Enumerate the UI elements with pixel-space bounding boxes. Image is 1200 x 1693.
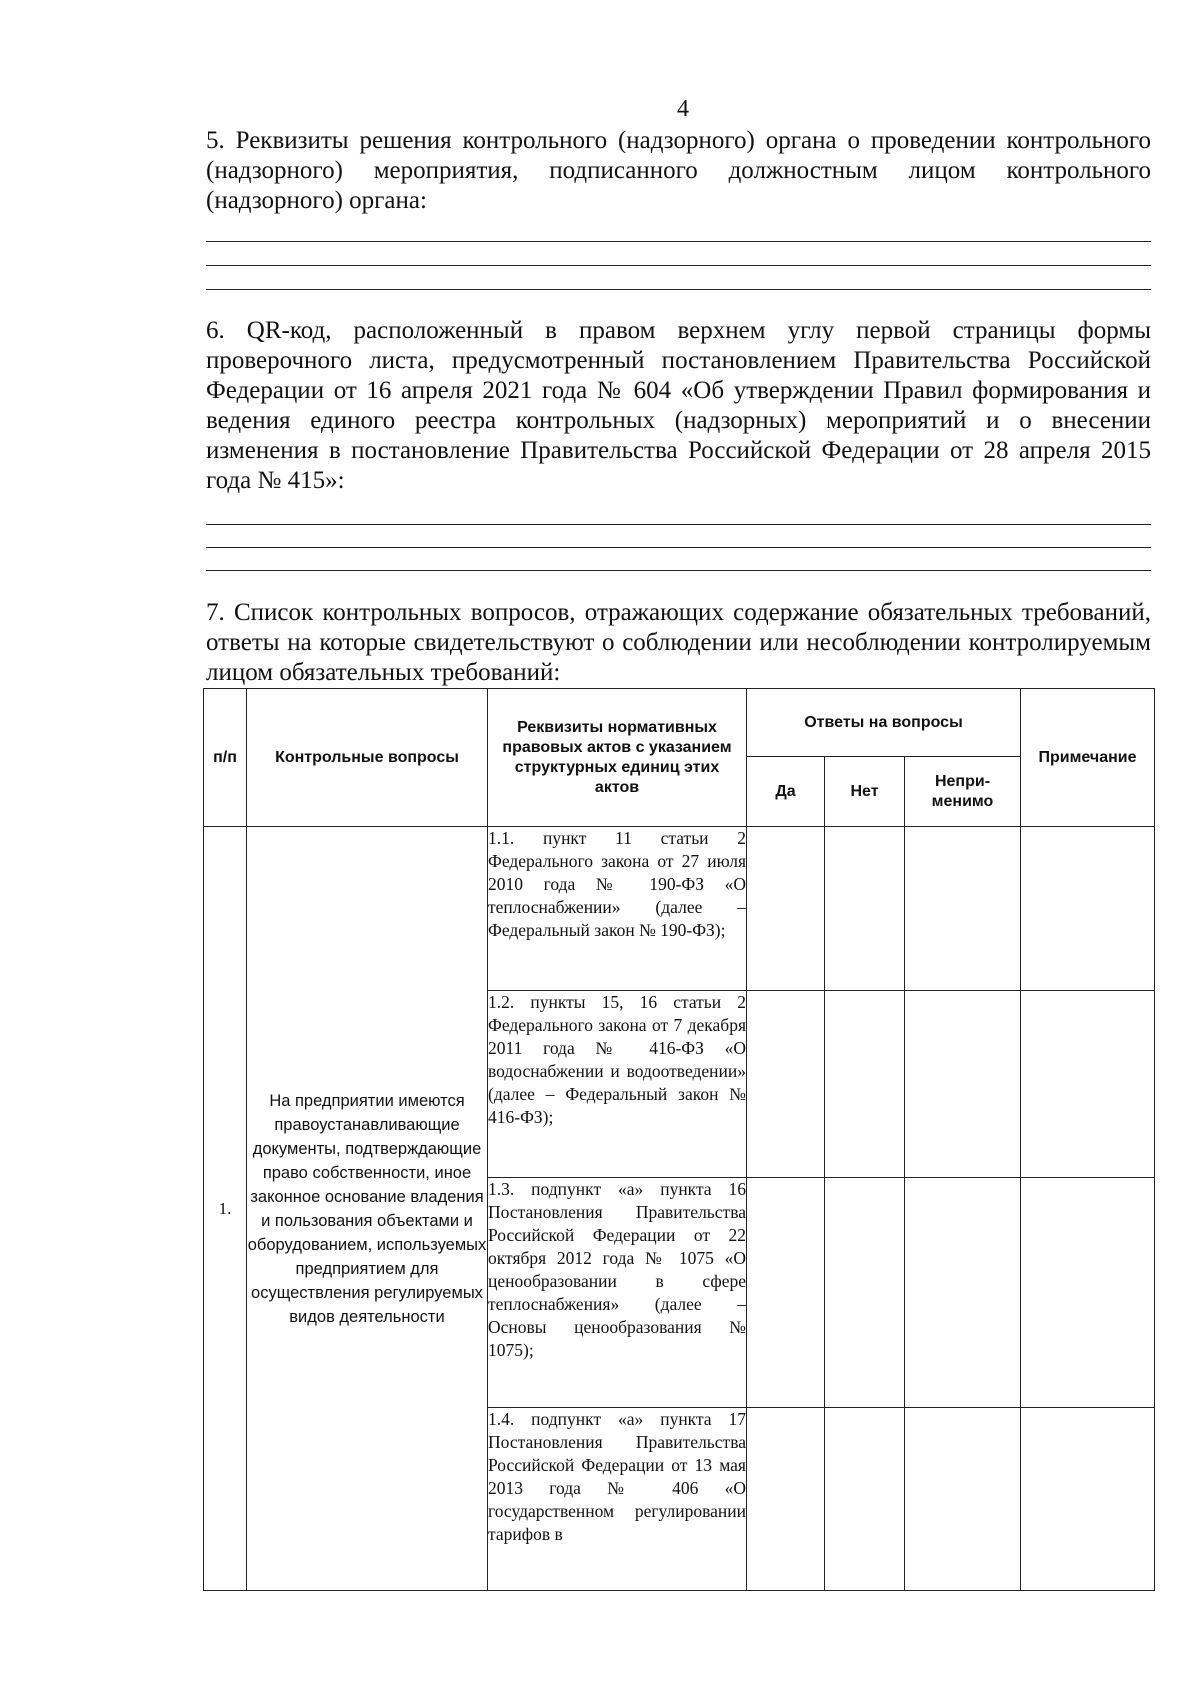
header-num: п/п (204, 689, 247, 827)
table-row (204, 827, 1155, 991)
header-acts: Реквизиты нормативных правовых актов с указанием структурных единиц этих актов (488, 689, 747, 827)
checklist-table (203, 688, 1155, 1591)
note-cell[interactable] (1021, 827, 1155, 991)
note-cell[interactable] (1021, 991, 1155, 1178)
answer-yes-cell[interactable] (747, 827, 825, 991)
row-act-1: 1.1. пункт 11 статьи 2 Федерального закона от 27 июля 2010 года № 190-ФЗ «О теплоснабжении» (далее – Федеральный закон № 190-ФЗ); (488, 827, 747, 991)
page-number: 4 (677, 96, 689, 122)
section-6-text: 6. QR-код, расположенный в правом верхнем углу первой страницы формы проверочного листа, предусмотренный постановлением Правительства Российской Федерации от 16 апреля 2021 года № 604 «Об утверждении Правил формирования и ведения единого реестра контрольных (надзорных) мероприятий и о внесении изменения в постановление Правительства Российской Федерации от 28 апреля 2015 года № 415»: (206, 317, 1151, 494)
answer-no-cell[interactable] (825, 827, 905, 991)
answer-no-cell[interactable] (825, 1178, 905, 1408)
answer-no-cell[interactable] (825, 1408, 905, 1591)
answer-yes-cell[interactable] (747, 1408, 825, 1591)
answer-not-applicable-cell[interactable] (905, 1408, 1021, 1591)
header-question: Контрольные вопросы (247, 689, 488, 827)
section-7-text: 7. Список контрольных вопросов, отражающих содержание обязательных требований, ответы на которые свидетельствуют о соблюдении или несоблюдении контролируемым лицом обязательных требований: (206, 599, 1151, 686)
note-cell[interactable] (1021, 1178, 1155, 1408)
answer-not-applicable-cell[interactable] (905, 827, 1021, 991)
answer-yes-cell[interactable] (747, 1178, 825, 1408)
header-no: Нет (825, 757, 905, 827)
note-cell[interactable] (1021, 1408, 1155, 1591)
answer-yes-cell[interactable] (747, 991, 825, 1178)
section-6-blank-line-2[interactable] (206, 547, 1151, 548)
section-5-blank-line-3[interactable] (206, 289, 1151, 290)
answer-no-cell[interactable] (825, 991, 905, 1178)
row-act-2: 1.2. пункты 15, 16 статьи 2 Федерального закона от 7 декабря 2011 года № 416-ФЗ «О водоснабжении и водоотведении» (далее – Федеральный закон № 416-ФЗ); (488, 991, 747, 1178)
section-5-blank-line-1[interactable] (206, 241, 1151, 242)
header-not-applicable: Непри-менимо (905, 757, 1021, 827)
section-5-blank-line-2[interactable] (206, 265, 1151, 266)
header-note: Примечание (1021, 689, 1155, 827)
row-number: 1. (204, 827, 247, 1591)
row-question: На предприятии имеются правоустанавливающие документы, подтверждающие право собственности, иное законное основание владения и пользования объектами и оборудованием, используемых предприятием для осуществления регулируемых видов деятельности (247, 827, 488, 1591)
section-5-text: 5. Реквизиты решения контрольного (надзорного) органа о проведении контрольного (надзорного) мероприятия, подписанного должностным лицом контрольного (надзорного) органа: (206, 127, 1151, 214)
header-yes: Да (747, 757, 825, 827)
section-6-blank-line-3[interactable] (206, 570, 1151, 571)
row-act-4: 1.4. подпункт «а» пункта 17 Постановления Правительства Российской Федерации от 13 мая 2013 года № 406 «О государственном регулировании тарифов в (488, 1408, 747, 1591)
row-act-3: 1.3. подпункт «а» пункта 16 Постановления Правительства Российской Федерации от 22 октября 2012 года № 1075 «О ценообразовании в сфере теплоснабжения» (далее – Основы ценообразования № 1075); (488, 1178, 747, 1408)
header-answers: Ответы на вопросы (747, 689, 1021, 757)
answer-not-applicable-cell[interactable] (905, 1178, 1021, 1408)
answer-not-applicable-cell[interactable] (905, 991, 1021, 1178)
section-6-blank-line-1[interactable] (206, 524, 1151, 525)
